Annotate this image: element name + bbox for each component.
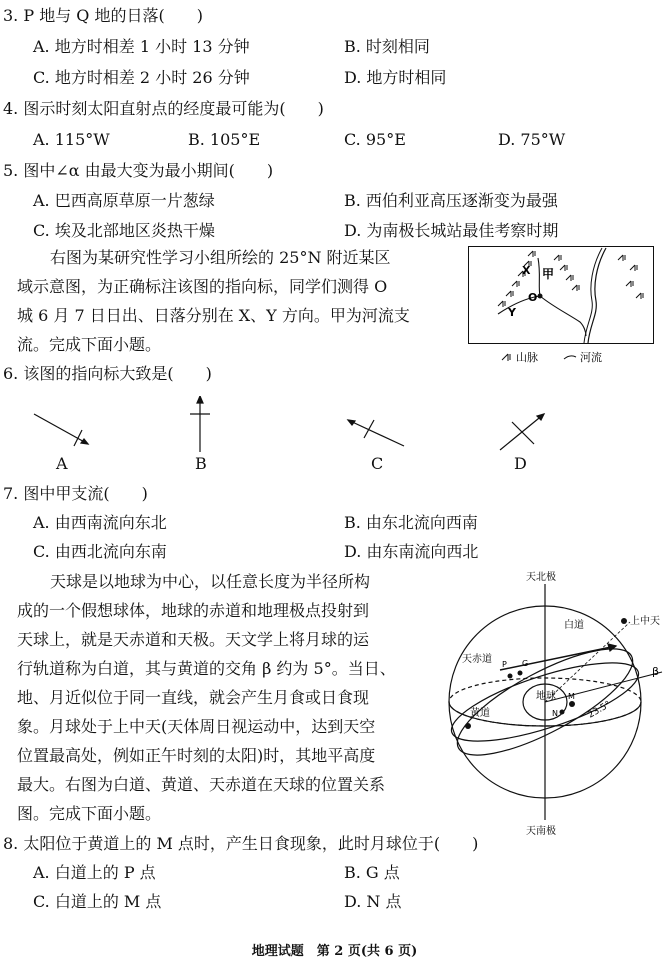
- q4-option-c[interactable]: C. 95°E: [344, 130, 406, 149]
- ecliptic-label: 黄道: [470, 708, 490, 719]
- q8-stem: 8. 太阳位于黄道上的 M 点时，产生日食现象，此时月球位于( ): [3, 834, 479, 853]
- q3-stem: 3. P 地与 Q 地的日落( ): [3, 6, 203, 25]
- passage-1-line: 域示意图，为正确标注该图的指向标，同学们测得 O: [17, 277, 388, 296]
- passage-2-line: 最大。右图为白道、黄道、天赤道在天球的位置关系: [17, 775, 386, 794]
- q6-option-b[interactable]: B: [195, 454, 207, 473]
- passage-1-line: 右图为某研究性学习小组所绘的 25°N 附近某区: [50, 248, 391, 267]
- q6-option-c[interactable]: C: [371, 454, 384, 473]
- point-g-label: G: [522, 659, 529, 668]
- map-label-y: Y: [508, 306, 516, 319]
- passage-2-line: 行轨道称为白道，其与黄道的交角 β 约为 5°。当日、: [17, 659, 396, 678]
- upper-culmination-point: [621, 618, 627, 624]
- passage-2-line: 天球上，就是天赤道和天极。天文学上将月球的运: [17, 630, 370, 649]
- passage-2-line: 图。完成下面小题。: [17, 804, 162, 823]
- q6-option-d[interactable]: D: [514, 454, 527, 473]
- q3-option-c[interactable]: C. 地方时相差 2 小时 26 分钟: [33, 68, 250, 87]
- region-map: [468, 246, 654, 366]
- q3-option-b[interactable]: B. 时刻相同: [344, 37, 430, 56]
- direction-option-b: [190, 396, 210, 452]
- south-pole-label: 天南极: [526, 826, 556, 836]
- q8-option-c[interactable]: C. 白道上的 M 点: [33, 892, 162, 911]
- culmination-line: [545, 622, 630, 702]
- q8-option-a[interactable]: A. 白道上的 P 点: [33, 863, 156, 882]
- q7-option-c[interactable]: C. 由西北流向东南: [33, 542, 167, 561]
- point-g-marker: [518, 671, 523, 676]
- map-label-jia: 甲: [542, 267, 555, 281]
- white-path-arrow: [500, 646, 616, 670]
- q7-option-a[interactable]: A. 由西南流向东北: [33, 513, 167, 532]
- beta-label: β: [652, 665, 660, 678]
- earth-label: 地球: [536, 691, 556, 702]
- passage-2-line: 地、月近似位于同一直线，就会产生月食或日食现: [17, 688, 370, 707]
- point-m-marker: [569, 701, 575, 707]
- direction-option-c: [348, 420, 404, 446]
- q4-stem: 4. 图示时刻太阳直射点的经度最可能为( ): [3, 99, 324, 118]
- point-n-label: N: [552, 709, 558, 718]
- passage-1: [17, 243, 455, 359]
- q6-stem: 6. 该图的指向标大致是( ): [3, 364, 212, 383]
- q7-stem: 7. 图中甲支流( ): [3, 484, 148, 503]
- legend-mountain-icon: [502, 354, 510, 361]
- q5-option-c[interactable]: C. 埃及北部地区炎热干燥: [33, 221, 215, 240]
- q5-option-a[interactable]: A. 巴西高原草原一片葱绿: [33, 191, 215, 210]
- q6-option-a[interactable]: A: [56, 454, 68, 473]
- q4-option-a[interactable]: A. 115°W: [33, 130, 110, 149]
- passage-2: [17, 567, 442, 828]
- passage-2-line: 位置最高处，例如正午时刻的太阳)时，其地平高度: [17, 746, 376, 765]
- north-pole-label: 天北极: [526, 572, 556, 583]
- legend-river-label: 河流: [580, 351, 602, 364]
- q7-option-b[interactable]: B. 由东北流向西南: [344, 513, 478, 532]
- q8-option-b[interactable]: B. G 点: [344, 863, 400, 882]
- angle-label: 23.5°: [586, 699, 613, 721]
- direction-option-a: [34, 414, 88, 446]
- q3-option-a[interactable]: A. 地方时相差 1 小时 13 分钟: [33, 37, 250, 56]
- q5-stem: 5. 图中∠α 由最大变为最小期间( ): [3, 161, 274, 180]
- upper-culmination-label: 上中天: [630, 616, 660, 627]
- q7-option-d[interactable]: D. 由东南流向西北: [344, 542, 479, 561]
- q5-option-d[interactable]: D. 为南极长城站最佳考察时期: [344, 221, 559, 240]
- map-label-x: X: [522, 264, 531, 277]
- passage-2-line: 象。月球处于上中天(天体周日视运动中，达到天空: [17, 717, 376, 736]
- page-footer: 地理试题 第 2 页(共 6 页): [251, 944, 418, 959]
- passage-2-line: 成的一个假想球体，地球的赤道和地理极点投射到: [17, 601, 370, 620]
- q8-option-d[interactable]: D. N 点: [344, 892, 402, 911]
- beta-line: [545, 672, 662, 702]
- passage-1-line: 流。完成下面小题。: [17, 335, 162, 354]
- passage-2-line: 天球是以地球为中心，以任意长度为半径所构: [50, 572, 371, 591]
- city-o-marker: [538, 294, 543, 299]
- passage-1-line: 城 6 月 7 日日出、日落分别在 X、Y 方向。甲为河流支: [17, 306, 410, 325]
- celestial-sphere-diagram: [440, 566, 665, 836]
- celestial-equator-label: 天赤道: [462, 654, 492, 665]
- q3-option-d[interactable]: D. 地方时相同: [344, 68, 447, 87]
- q5-option-b[interactable]: B. 西伯利亚高压逐渐变为最强: [344, 191, 558, 210]
- q4-option-d[interactable]: D. 75°W: [498, 130, 566, 149]
- direction-options: [30, 396, 590, 476]
- point-p-label: P: [502, 660, 507, 669]
- legend-mountain-label: 山脉: [516, 351, 538, 364]
- orbit-node-west: [465, 723, 471, 729]
- point-p-marker: [508, 674, 513, 679]
- map-label-o: O: [528, 291, 538, 304]
- legend-river-icon: [564, 356, 576, 359]
- point-m-label: M: [568, 692, 575, 701]
- point-n-marker: [560, 710, 565, 715]
- white-path-label: 白道: [564, 620, 584, 631]
- direction-option-d: [500, 414, 544, 450]
- q4-option-b[interactable]: B. 105°E: [188, 130, 261, 149]
